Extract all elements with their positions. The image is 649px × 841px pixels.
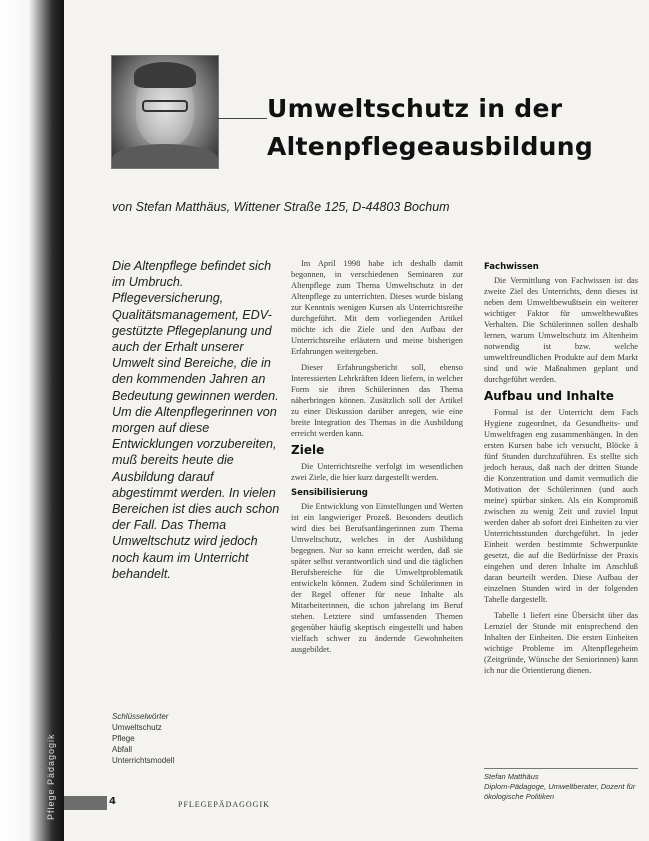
paragraph: Die Vermittlung von Fachwissen ist das zweite Ziel des Unterrichts, denn dieses ist neben dem Umweltbewußtsein ein weiterer wichtiger Faktor für umweltbewußtes Verhalten. Die Schülerinnen sollen deshalb lernen, warum Umweltschutz im Altenheim notwendig ist bzw. welche umweltfreundlichen Produkte auf dem Markt sind und wie Maßnahmen geplant und durchgeführt werden. [484,276,638,384]
section-heading-ziele: Ziele [291,443,325,457]
title-rule [217,118,267,119]
author-name: Stefan Matthäus [484,772,539,781]
paragraph: Die Entwicklung von Einstellungen und Werten ist ein langwieriger Prozeß. Besonders deutlich wird dies bei Berufsanfängerinnen zum Thema Umweltschutz, welches in der Ausbildung begegnen. Nur so kann erreicht werden, daß sie später selbst verantwortlich sind und die täglichen Berufsbereiche für die Umweltproblematik entwickeln können. Zudem sind Schülerinnen in der Regel offener für neue Inhalte als Mitarbeiterinnen, die schon jahrelang im Beruf stehen. Letztere sind umfassenden Themen gegenüber häufig skeptisch eingestellt und haben vielfach schwer zu ändernde Gewohnheiten ausgebildet. [291,502,463,654]
byline: von Stefan Matthäus, Wittener Straße 125, D-44803 Bochum [112,200,450,214]
section-heading-aufbau: Aufbau und Inhalte [484,389,614,403]
photo-glasses [142,100,188,112]
keyword-item: Unterrichtsmodell [112,756,175,765]
subheading-sensibilisierung: Sensibilisierung [291,488,368,498]
author-box [484,768,638,802]
keyword-item: Umweltschutz [112,723,162,732]
body-column-3 [484,258,638,681]
paragraph: Formal ist der Unterricht dem Fach Hygiene zugeordnet, da Gesundheits- und Umweltfragen eng zusammenhängen. In den ersten Kursen habe ich versucht, Blöcke à fünf Stunden durchzuführen. Es stellte sich jedoch heraus, daß nach der dritten Stunde die Konzentration und damit vermutlich die Motivation der Schülerinnen (und auch meine) spürbar sinken. Als ein Kompromiß zwischen zu wenig Zeit und zuviel Input werden daher ab sofort drei Einheiten zu vier Unterrichtsstunden durchgeführt. In jeder Einheit werden bestimmte Schwerpunkte gesetzt, die auf die Bedürfnisse der Praxis eingehen und deren Inhalte im Anschluß daran beurteilt werden. Diese Aufbau der einzelnen Stunden wird in der folgenden Tabelle dargestellt. [484,408,638,604]
article-title [267,90,597,166]
photo-hair [134,62,196,88]
spine-label: Pflege Pädagogik [46,733,56,820]
title-line-1: Umweltschutz in der [267,94,563,123]
title-line-2: Altenpflegeausbildung [267,132,594,161]
keyword-item: Pflege [112,734,135,743]
body-column-2 [291,258,463,660]
paragraph: Im April 1998 habe ich deshalb damit begonnen, in verschiedenen Seminaren zur Altenpflege zum Thema Umweltschutz in der Altenpflege zu unterrichten. Dieses wurde bislang zur Kenntnis wenigen Kursen als Unterrichtsreihe durchgeführt. Mit dem vorliegenden Artikel möchte ich die Ziele und den Aufbau der Unterrichtsreihe erläutern und meine bisherigen Erfahrungen weitergeben. [291,259,463,356]
footer-bar [64,796,107,810]
subheading-fachwissen: Fachwissen [484,262,539,272]
keywords-box [112,711,272,766]
author-photo [111,55,219,169]
author-details: Diplom-Pädagoge, Umweltberater, Dozent für ökologische Politiken [484,782,636,801]
photo-shoulders [112,144,218,169]
page-number: 4 [109,796,116,807]
keyword-item: Abfall [112,745,133,754]
intro-abstract: Die Altenpflege befindet sich im Umbruch. Pflegeversicherung, Qualitätsmanagement, EDV-gestützte Pflegeplanung und auch der Erhalt unserer Umwelt sind Bereiche, die in den kommenden Jahren an Bedeutung gewinnen werden. Um die Altenpflegerinnen von morgen auf diese Entwicklungen vorzubereiten, muß bereits heute die Ausbildung darauf abgestimmt werden. In vielen Bereichen ist dies auch schon der Fall. Das Thema Umweltschutz wird jedoch noch kaum im Unterricht behandelt. [112,259,280,581]
paragraph: Dieser Erfahrungsbericht soll, ebenso Interessierten Lehrkräften Ideen liefern, in welcher Form sie ihren Schülerinnen das Thema näherbringen können. Zusätzlich soll der Artikel zu einer Diskussion darüber anregen, wie eine breite Integration des Themas in die Ausbildung erreicht werden kann. [291,363,463,438]
author-rule [484,768,638,769]
paragraph: Die Unterrichtsreihe verfolgt im wesentlichen zwei Ziele, die hier kurz dargestellt werden. [291,462,463,482]
keywords-heading: Schlüsselwörter [112,712,169,721]
paragraph: Tabelle 1 liefert eine Übersicht über das Lernziel der Stunde mit entsprechend den Inhalten der Einheiten. Die ersten Einheiten wichtige Probleme im Altenpflegeheim (Zeitgründe, Wünsche der Seniorinnen) kann ich nur die Orientierung dienen. [484,611,638,675]
journal-name: PFLEGEPÄDAGOGIK [178,800,270,809]
